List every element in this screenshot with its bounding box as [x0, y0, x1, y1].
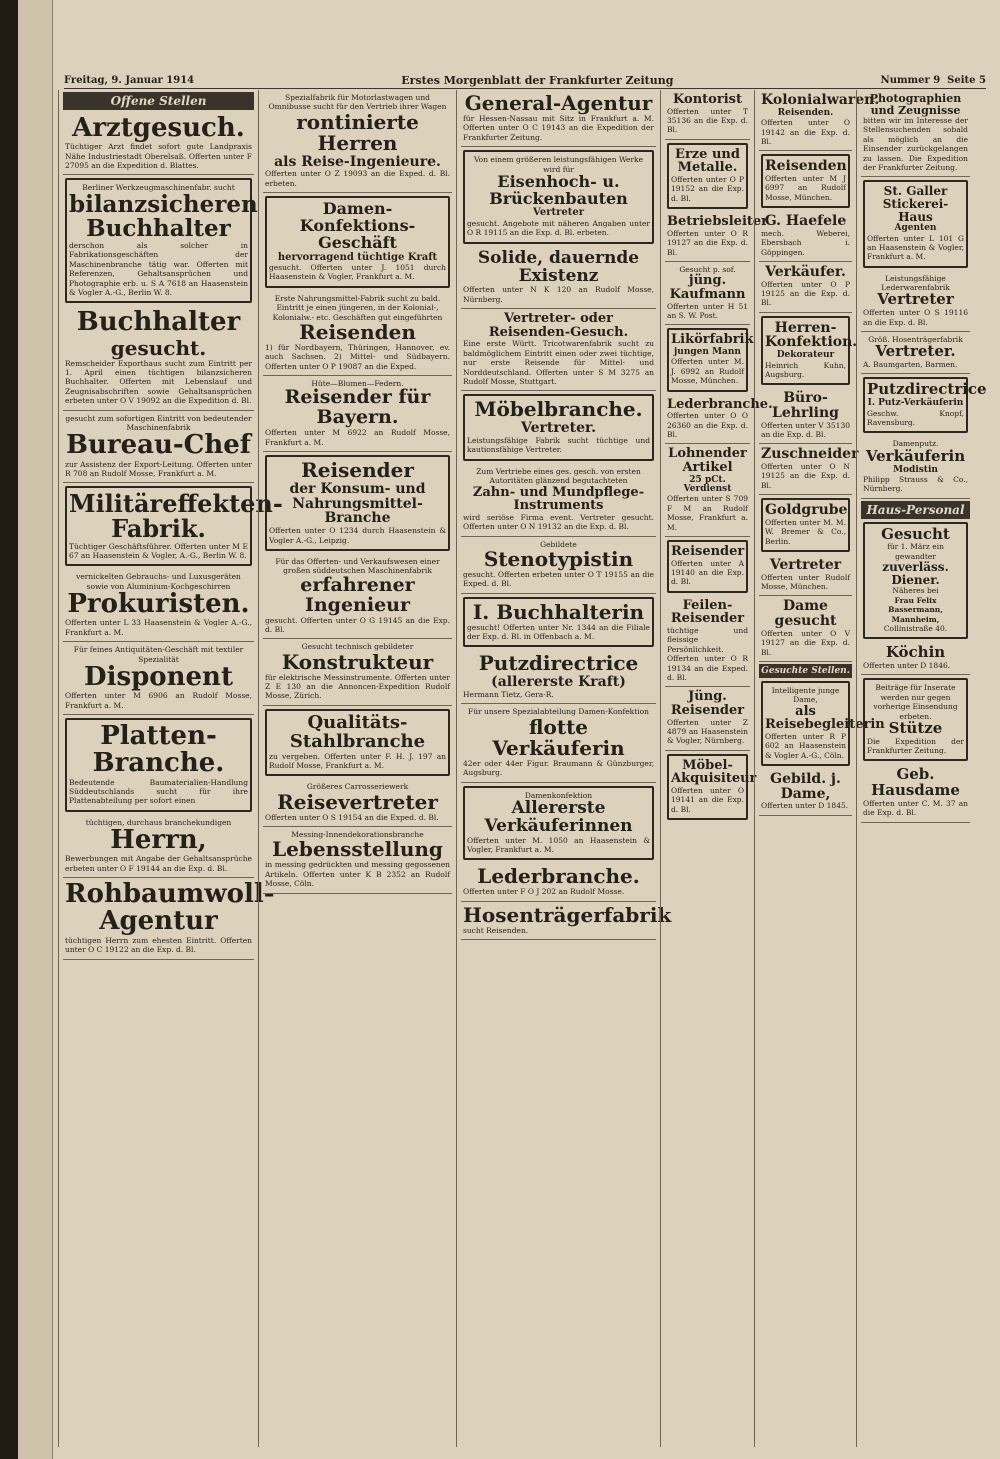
ad-body-text: für Hessen-Nassau mit Sitz in Frankfurt a. M. Offerten unter O C 19143 an die Expedition der Frankfurter Zeitung.	[463, 114, 654, 142]
ad-title: Jüng. Reisender	[670, 689, 745, 718]
ad-body-text: Offerten unter M 6922 an Rudolf Mosse, Frankfurt a. M.	[265, 428, 450, 447]
ad-body-text: Offerten unter O S 19154 an die Exped. d. Bl.	[265, 812, 439, 822]
ad-title: Reisender	[671, 543, 745, 559]
ad-intro-text: Größ. Hosenträgerfabrik	[868, 334, 963, 344]
job-ad	[667, 540, 748, 593]
job-ad	[263, 779, 452, 827]
ad-body-text: Offerten unter M J 6997 an Rudolf Mosse, München.	[765, 173, 846, 202]
ad-body-text: Offerten unter T 35136 an die Exp. d. Bl.	[667, 106, 748, 135]
job-ad	[759, 262, 852, 313]
ad-body-text: Offerten unter O N 19125 an die Exp. d. Bl.	[761, 462, 850, 490]
ad-title: Platten-Branche.	[92, 721, 225, 779]
ad-body-text: Philipp Strauss & Co., Nürnberg.	[863, 474, 968, 494]
ad-title: Hosenträgerfabrik	[463, 902, 672, 927]
ad-body-text: Offerten unter A 19140 an die Exp. d. Bl.	[671, 558, 744, 587]
ad-body-text: Offerten unter C. M. 37 an die Exp. d. Bl.	[863, 798, 968, 818]
ad-title: Erze und Metalle.	[675, 146, 740, 176]
ad-body-text: Offerten unter L 33 Haasenstein & Vogler A.-G., Frankfurt a. M.	[65, 618, 252, 637]
ad-intro-text: Gesucht p. sof.	[679, 264, 736, 274]
job-ad	[65, 486, 283, 566]
ad-body-text: Hermann Tietz, Gera-R.	[463, 690, 554, 700]
ad-subtitle: (allererste Kraft)	[491, 674, 626, 691]
ad-intro-text: Für das Offerten- und Verkaufswesen einer großen süddeutschen Maschinenfabrik	[275, 556, 440, 576]
ad-title: Herrn,	[110, 825, 207, 856]
ad-body-text: Offerten unter O P 19125 an die Exp. d. Bl.	[761, 279, 850, 308]
ad-title: Köchin	[885, 643, 946, 662]
job-ad	[861, 642, 970, 675]
ad-title: Stütze	[888, 718, 943, 737]
ad-body-text: derschon als solcher in Fabrikationsgeschäften der Maschinenbranche tätig war. Offerten mit Referenzen, Gehaltsansprüchen und Photographie erb. u. S A 7618 an Haasenstein & Vogler A.-G., Berlin W. 8.	[69, 241, 248, 297]
job-ad	[665, 90, 750, 140]
job-ad	[263, 376, 452, 452]
ad-title: Arztgesuch.	[72, 113, 245, 143]
job-ad	[759, 388, 852, 444]
ad-title: Herren-Konfektion.	[765, 319, 858, 351]
ad-body-text: gesucht. Offerten erbeten unter O T 19155 an die Exped. d. Bl.	[463, 569, 654, 589]
ad-intro-text: Erste Nahrungsmittel-Fabrik sucht zu bald. Eintritt je einen jüngeren, in der Kolonial-, Kolonialw.- etc. Geschäften gut eingeführten	[272, 293, 443, 322]
ad-body-text: gesucht. Angebote mit näheren Angaben unter O R 19115 an die Exp. d. Bl. erbeten.	[467, 218, 650, 238]
ad-title: Lohnender Artikel	[668, 446, 747, 475]
ad-body-text: Offerten unter R P 602 an Haasenstein & Vogler A.-G., Cöln.	[765, 731, 846, 760]
ad-title: Qualitäts-Stahlbranche	[289, 711, 426, 752]
ad-body-text: 42er oder 44er Figur. Braumann & Günzburger, Augsburg.	[463, 758, 654, 778]
ad-title: Büro-Lehrling	[772, 390, 839, 421]
ad-subtitle: Vertreter.	[521, 420, 596, 437]
job-ad	[861, 90, 970, 177]
ad-subtitle: Reisenden.	[777, 107, 834, 118]
ad-body-text: zur Assistenz der Export-Leitung. Offerten unter R 708 an Rudolf Mosse, Frankfurt a. M.	[65, 459, 252, 478]
ad-title: Reisender	[301, 458, 414, 483]
ad-title: Lebensstellung	[272, 837, 443, 862]
ad-title: Reisevertreter	[277, 789, 438, 814]
ad-subtitle: Dekorateur	[776, 350, 835, 361]
ad-title: Verkäuferin	[865, 446, 966, 465]
job-ad	[265, 455, 450, 551]
job-ad	[461, 650, 656, 704]
wide-ad-contact: Frau Felix Bassermann, Mannheim,	[888, 595, 943, 624]
ad-title: bilanzsicheren Buchhalter	[69, 190, 258, 242]
job-ad	[461, 309, 656, 391]
job-ad	[665, 596, 750, 688]
ad-title: Photographien und Zeugnisse	[869, 92, 962, 117]
ad-title: Bureau-Chef	[66, 430, 251, 461]
page-header	[64, 72, 986, 89]
ad-body-text: für elektrische Messinstrumente. Offerten unter Z E 130 an die Annoncen-Expedition Rudolf Mosse, Zürich.	[265, 672, 450, 701]
job-ad	[863, 678, 968, 761]
ad-subtitle: Agenten	[894, 223, 937, 234]
ad-title: Lederbranche.	[477, 864, 640, 889]
ad-body-text: Remscheider Exporthaus sucht zum Eintritt per 1. April einen tüchtigen bilanzsicheren Buchhalter. Offerten mit Lebenslauf und Zeugnisabschriften sowie Gehaltsansprüchen erbeten unter O V 19092 an die Expedition d. Bl.	[65, 358, 252, 406]
ad-subtitle: der Konsum- und Nahrungsmittel-Branche	[289, 481, 426, 527]
job-ad	[63, 569, 254, 642]
job-ad	[463, 597, 654, 648]
ad-title: Zahn- und Mundpflege-Instruments	[472, 484, 645, 514]
ad-title: erfahrener Ingenieur	[300, 573, 415, 616]
ad-intro-text: Berliner Werkzeugmaschinenfabr. sucht	[82, 183, 235, 193]
ad-title: Buchhalter	[76, 307, 241, 338]
ad-title: Vertreter	[769, 557, 842, 573]
ad-body-text: Geschw. Knopf, Ravensburg.	[867, 408, 964, 427]
ad-title: Gebild. j. Dame,	[770, 771, 841, 802]
ad-intro-text: Intelligente junge Dame,	[771, 685, 840, 705]
ad-title: rontinierte Herren	[296, 109, 419, 155]
column-2	[258, 90, 456, 1447]
ad-body-text: gesucht. Offerten unter J. 1051 durch Haasenstein & Vogler, Frankfurt a. M.	[269, 263, 446, 282]
job-ad	[667, 143, 748, 209]
ad-title: Vertreter.	[875, 342, 956, 361]
wide-ad-line-2: Näheres bei	[892, 586, 939, 596]
ad-title: Zuschneider	[761, 446, 859, 463]
ad-title: Putzdirectrice	[867, 380, 987, 399]
ad-title: Vertreter	[877, 290, 954, 309]
job-ad	[265, 196, 450, 288]
ad-body-text: gesucht. Offerten unter O G 19145 an die Exp. d. Bl.	[265, 615, 450, 634]
ad-intro-text: Spezialfabrik für Motorlastwagen und Omnibusse sucht für den Vertrieb ihrer Wagen	[268, 93, 447, 112]
job-ad	[63, 642, 254, 715]
ad-body-text: A. Baumgarten, Barmen.	[863, 360, 958, 370]
job-ad	[863, 377, 987, 433]
ad-subtitle: 25 pCt. Verdienst	[683, 474, 732, 495]
ad-body-text: sucht Reisenden.	[463, 925, 529, 935]
ad-title: St. Galler Stickerei-Haus	[882, 184, 949, 224]
ad-title: Solide, dauernde Existenz	[477, 247, 640, 286]
ad-title: Damen-Konfektions-Geschäft	[299, 199, 416, 252]
job-ad	[461, 704, 656, 782]
ad-body-text: Offerten unter O Z 19093 an die Exped. d. Bl. erbeten.	[265, 169, 450, 188]
job-ad	[761, 498, 850, 552]
ad-body-text: Offerten unter S 709 F M an Rudolf Mosse, Frankfurt a. M.	[667, 494, 748, 532]
job-ad	[665, 395, 773, 445]
job-ad	[63, 112, 254, 175]
ad-body-text: Offerten unter F O J 202 an Rudolf Mosse.	[463, 887, 625, 897]
ad-intro-text: Beiträge für Inserate werden nur gegen vorherige Einsendung erbeten.	[873, 683, 958, 721]
ad-body-text: Offerten unter O 19142 an die Exp. d. Bl.	[761, 118, 850, 146]
ad-title: Rohbaumwoll-Agentur	[65, 879, 275, 937]
ad-subtitle: hervorragend tüchtige Kraft	[277, 251, 438, 263]
ad-title: Putzdirectrice	[478, 651, 639, 676]
ad-intro-text: Gebildete	[540, 539, 577, 549]
ad-intro-text: Von einem größeren leistungsfähigen Werke wird für	[473, 155, 644, 174]
job-ad	[263, 90, 452, 193]
column-3	[456, 90, 672, 1447]
ad-intro-text: tüchtigen, durchaus branchekundigen	[85, 817, 232, 827]
column-4	[660, 90, 773, 1447]
job-ad	[461, 464, 656, 537]
ad-body-text: Tüchtiger Arzt findet sofort gute Landpraxis Nähe Industriestadt Oberelsaß. Offerten unter F 27095 an die Expedition d. Blattes.	[65, 142, 252, 171]
ad-subtitle: jungen Mann	[674, 346, 741, 357]
ad-body-text: in messing gedrückten und messing gegossenen Artikeln. Offerten unter K B 2352 an Rudolf Mosse, Cöln.	[265, 860, 450, 889]
job-ad	[461, 902, 672, 940]
ad-title: I. Buchhalterin	[472, 599, 645, 624]
column-6	[856, 90, 987, 1447]
ad-title: jüng. Kaufmann	[669, 273, 746, 302]
job-ad	[263, 554, 452, 639]
ad-body-text: Bewerbungen mit Angabe der Gehaltsansprüche erbeten unter O F 19144 an die Exp. d. Bl.	[65, 854, 252, 873]
ad-intro-text: Zum Vertriebe eines ges. gesch. von ersten Autoritäten glänzend begutachteten	[476, 466, 641, 486]
ad-body-text: Offerten unter M. 1050 an Haasenstein & Vogler, Frankfurt a. M.	[467, 835, 650, 855]
job-ad	[463, 786, 654, 861]
previous-page-edge	[18, 0, 53, 1459]
job-ad	[861, 271, 970, 332]
job-ad	[667, 328, 754, 391]
ad-body-text: Offerten unter V 35130 an die Exp. d. Bl.	[761, 420, 850, 439]
job-ad	[65, 178, 258, 303]
ad-title: Dame gesucht	[774, 598, 837, 630]
job-ad	[263, 291, 452, 376]
job-ad	[263, 827, 452, 894]
job-ad	[63, 306, 254, 410]
job-ad	[759, 555, 852, 596]
ad-subtitle: Modistin	[893, 464, 938, 475]
ad-intro-text: Hüte—Blumen—Federn.	[311, 379, 404, 389]
column-1	[58, 90, 283, 1447]
ad-body-text: gesucht! Offerten unter Nr. 1344 an die Filiale der Exp. d. Bl. in Offenbach a. M.	[467, 622, 650, 642]
ad-subtitle: gesucht.	[110, 335, 207, 360]
job-ad	[761, 154, 850, 208]
ad-intro-text: Gesucht technisch gebildeter	[301, 642, 414, 652]
wide-ad-address: Collinistraße 40.	[883, 623, 948, 633]
job-ad	[759, 211, 852, 262]
ad-title: Betriebsleiter	[667, 214, 769, 230]
job-ad	[463, 394, 654, 460]
job-ad	[759, 769, 852, 816]
ad-intro-text: Damenkonfektion	[524, 790, 593, 800]
job-ad	[63, 815, 254, 878]
header-number: Nummer 9 Seite 5	[880, 74, 986, 86]
ad-body-text: Offerten unter M. M. W. Bremer & Co., Berlin.	[765, 517, 846, 546]
ad-intro-text: Größeres Carrosseriewerk	[306, 782, 409, 792]
job-ad	[665, 262, 750, 325]
ad-body-text: Offerten unter L 101 G an Haasenstein & Vogler, Frankfurt a. M.	[867, 233, 964, 262]
job-ad	[265, 709, 450, 777]
ad-body-text: Offerten unter N K 120 an Rudolf Mosse, Nürnberg.	[463, 285, 654, 304]
ad-title: Kolonialwaren.	[761, 92, 880, 108]
ad-title: als Reisebegleiterin	[765, 703, 885, 733]
ad-title: Vertreter- oder Reisenden-Gesuch.	[488, 311, 629, 340]
ad-subtitle: als Reise-Ingenieure.	[274, 153, 441, 170]
ad-title: Allererste Verkäuferinnen	[484, 797, 633, 836]
ad-title: Prokuristen.	[67, 589, 250, 620]
ad-title: Disponent	[84, 661, 233, 692]
ad-body-text: Leistungsfähige Fabrik sucht tüchtige und kautionsfähige Vertreter.	[467, 436, 650, 455]
ad-intro-text: Leistungsfähige Lederwarenfabrik	[881, 273, 950, 293]
ad-title: flotte Verkäuferin	[492, 714, 625, 760]
ad-body-text: Bedeutende Baumaterialien-Handlung Süddeutschlands sucht für ihre Plattenabteilung per sofort einen	[69, 777, 248, 806]
ad-body-text: Offerten unter Z 4879 an Haasenstein & Vogler, Nürnberg.	[667, 717, 748, 746]
job-ad	[65, 718, 252, 812]
ad-body-text: mech. Weberei, Ebersbach i. Göppingen.	[761, 228, 850, 257]
job-ad	[463, 150, 654, 244]
ad-title: Reisenden	[765, 158, 847, 175]
ad-subtitle: I. Putz-Verkäuferin	[867, 398, 964, 409]
ad-intro-text: vernickelten Gebrauchs- und Luxusgeräten sowie von Aluminium-Kochgeschirren	[76, 572, 241, 591]
job-ad	[665, 444, 750, 537]
job-ad	[461, 537, 656, 594]
job-ad	[759, 90, 880, 151]
ad-title: Lederbranche.	[667, 396, 773, 412]
job-ad	[461, 247, 656, 309]
ad-title: Militäreffekten-Fabrik.	[69, 489, 283, 544]
ad-intro-text: Messing-Innendekorationsbranche	[291, 830, 424, 840]
job-ad	[63, 878, 275, 959]
ad-body-text: Offerten unter D 1846.	[863, 661, 951, 670]
ad-title: Eisenhoch- u. Brückenbauten	[489, 171, 628, 208]
ad-title: Reisender für Bayern.	[284, 386, 431, 429]
ad-body-text: bitten wir im Interesse der Stellensuchenden sobald als möglich an die Einsender zurückgelangen zu lassen. Die Expedition der Frankfurter Zeitung.	[863, 116, 968, 172]
ad-title: Likörfabrik	[671, 332, 754, 348]
ad-intro-text: gesucht zum sofortigen Eintritt von bedeutender Maschinenfabrik	[65, 413, 252, 432]
wide-ad-title-2: zuverläss. Diener.	[882, 560, 949, 587]
ad-body-text: Offerten unter O 19141 an die Exp. d. Bl.	[671, 785, 744, 814]
job-ad	[861, 764, 970, 822]
job-ad	[665, 212, 769, 262]
ad-body-text: 1) für Nordbayern, Thüringen, Hannover, ev. auch Sachsen. 2) Mittel- und Südbayern. Offerten unter O P 19087 an die Exped.	[265, 342, 450, 371]
job-ad	[461, 863, 656, 901]
ad-subtitle: Vertreter	[533, 207, 584, 219]
header-paper-title: Erstes Morgenblatt der Frankfurter Zeitung	[401, 73, 674, 87]
ad-intro-text: Für feines Antiquitäten-Geschäft mit textiler Spezialität	[73, 645, 244, 664]
ad-intro-text: Damenputz.	[892, 439, 939, 449]
ad-body-text: Die Expedition der Frankfurter Zeitung.	[867, 736, 964, 755]
ad-body-text: tüchtigen Herrn zum ehesten Eintritt. Offerten unter O C 19122 an die Exp. d. Bl.	[65, 935, 252, 955]
job-ad	[759, 596, 852, 662]
newspaper-page	[18, 0, 1000, 1459]
ad-title: Reisenden	[299, 319, 416, 344]
ad-title: Geb. Hausdame	[871, 765, 960, 800]
job-ad	[665, 687, 750, 750]
ad-title: Goldgrube	[765, 502, 848, 519]
ad-intro-text: Für unsere Spezialabteilung Damen-Konfektion	[468, 707, 649, 717]
ad-body-text: Offerten unter M 6906 an Rudolf Mosse, Frankfurt a. M.	[65, 691, 252, 710]
ad-title: G. Haefele	[764, 213, 847, 230]
job-ad	[761, 316, 858, 386]
job-ad	[861, 436, 970, 498]
ad-title: Stenotypistin	[483, 546, 634, 571]
ad-body-text: Offerten unter H 51 an S. W. Post.	[667, 301, 748, 320]
ad-title: General-Agentur	[464, 91, 653, 115]
ad-body-text: Offerten unter M. J. 6992 an Rudolf Mosse, München.	[671, 357, 744, 386]
section-banner-offene-stellen: Offene Stellen	[63, 92, 254, 110]
ad-body-text: tüchtige und fleissige Persönlichkeit. Offerten unter O R 19134 an die Exped. d. Bl.	[667, 626, 748, 682]
wide-ad-line-1: für 1. März ein gewandter	[887, 542, 944, 561]
ad-body-text: Offerten unter O 1234 durch Haasenstein & Vogler A.-G., Leipzig.	[269, 526, 446, 545]
ad-body-text: zu vergeben. Offerten unter F. H. J. 197 an Rudolf Mosse, Frankfurt a. M.	[269, 751, 446, 770]
ad-title: Verkäufer.	[765, 263, 846, 280]
job-ad	[863, 180, 968, 267]
ad-body-text: Offerten unter D 1845.	[761, 801, 849, 811]
wide-ad-diener	[863, 522, 968, 640]
job-ad	[263, 639, 452, 706]
section-banner-gesuchte-stellen: Gesuchte Stellen.	[759, 664, 852, 678]
ad-body-text: Offerten unter O O 26360 an die Exp. d. Bl.	[667, 411, 748, 439]
job-ad	[63, 411, 254, 484]
ad-body-text: wird seriöse Firma event. Vertreter gesucht. Offerten unter O N 19132 an die Exp. d. Bl.	[463, 512, 654, 532]
ad-body-text: Heinrich Kuhn, Augsburg.	[765, 360, 846, 379]
ad-body-text: Tüchtiger Geschäftsführer. Offerten unter M E 67 an Haasenstein & Vogler, A.-G., Berlin W. 8.	[69, 541, 248, 561]
section-banner-haus-personal: Haus-Personal	[861, 501, 970, 519]
job-ad	[761, 681, 885, 766]
ad-body-text: Offerten unter O R 19127 an die Exp. d. Bl.	[667, 228, 748, 257]
ad-body-text: Offerten unter O V 19127 an die Exp. d. Bl.	[761, 628, 850, 657]
ad-body-text: Offerten unter Rudolf Mosse, München.	[761, 572, 850, 592]
job-ad	[667, 754, 757, 820]
ad-body-text: Eine erste Württ. Tricotwarenfabrik sucht zu baldmöglichem Eintritt einen oder zwei tüchtige, nur erste Reisende für Mittel- und Norddeutschland. Offerten unter S M 3275 an Rudolf Mosse, Stuttgart.	[463, 339, 654, 386]
ad-title: Kontorist	[673, 92, 742, 107]
ad-title: Feilen-Reisender	[670, 597, 745, 627]
job-ad	[461, 90, 656, 147]
header-date: Freitag, 9. Januar 1914	[64, 74, 195, 86]
wide-ad-title: Gesucht	[881, 524, 950, 543]
ad-body-text: Offerten unter O P 19152 an die Exp. d. Bl.	[671, 175, 744, 203]
ad-title: Möbel-Akquisiteur	[671, 757, 757, 787]
ad-title: Möbelbranche.	[474, 397, 643, 422]
job-ad	[861, 332, 970, 375]
ad-title: Konstrukteur	[281, 649, 434, 674]
job-ad	[759, 444, 859, 495]
column-5	[754, 90, 885, 1447]
ad-body-text: Offerten unter O S 19116 an die Exp. d. Bl.	[863, 308, 968, 327]
